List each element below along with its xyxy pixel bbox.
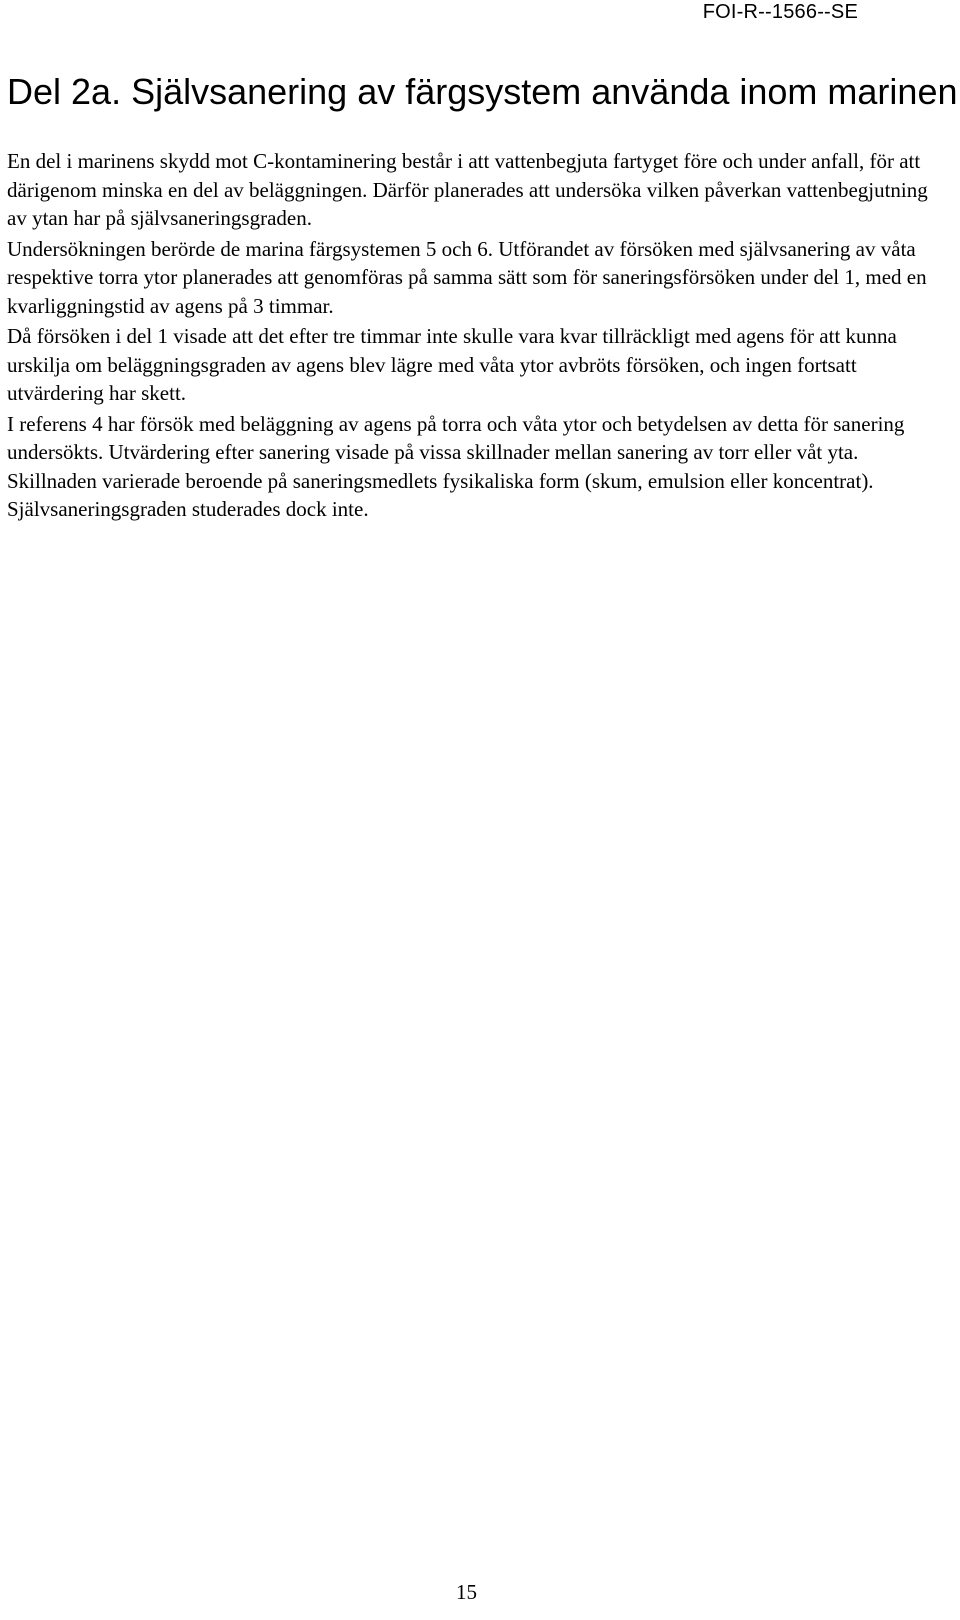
- paragraph: I referens 4 har försök med beläggning av agens på torra och våta ytor och betydelsen av detta för sanering undersökts. Utvärdering efter sanering visade på vissa skillnader mellan sanering av torr eller våt yta. Skillnaden varierade beroende på saneringsmedlets fysikaliska form (skum, emulsion eller koncentrat). Självsaneringsgraden studerades dock inte.: [7, 411, 905, 521]
- report-id: FOI-R--1566--SE: [702, 1, 858, 23]
- section-heading: Del 2a. Självsanering av färgsystem använda inom marinen: [7, 71, 958, 112]
- body-text: [7, 147, 942, 526]
- paragraph: Då försöken i del 1 visade att det efter tre timmar inte skulle vara kvar tillräckligt med agens för att kunna urskilja om beläggningsgraden av agens blev lägre med våta ytor avbröts försöken, och ingen fortsatt utvärdering har skett.: [7, 324, 897, 405]
- paragraph: En del i marinens skydd mot C-kontaminering består i att vattenbegjuta fartyget före och under anfall, för att därigenom minska en del av beläggningen. Därför planerades att undersöka vilken påverkan vattenbegjutning av ytan har på självsaneringsgraden.: [7, 149, 928, 230]
- page-number: 15: [456, 1580, 477, 1604]
- paragraph: Undersökningen berörde de marina färgsystemen 5 och 6. Utförandet av försöken med självsanering av våta respektive torra ytor planerades att genomföras på samma sätt som för saneringsförsöken under del 1, med en kvarliggningstid av agens på 3 timmar.: [7, 236, 927, 318]
